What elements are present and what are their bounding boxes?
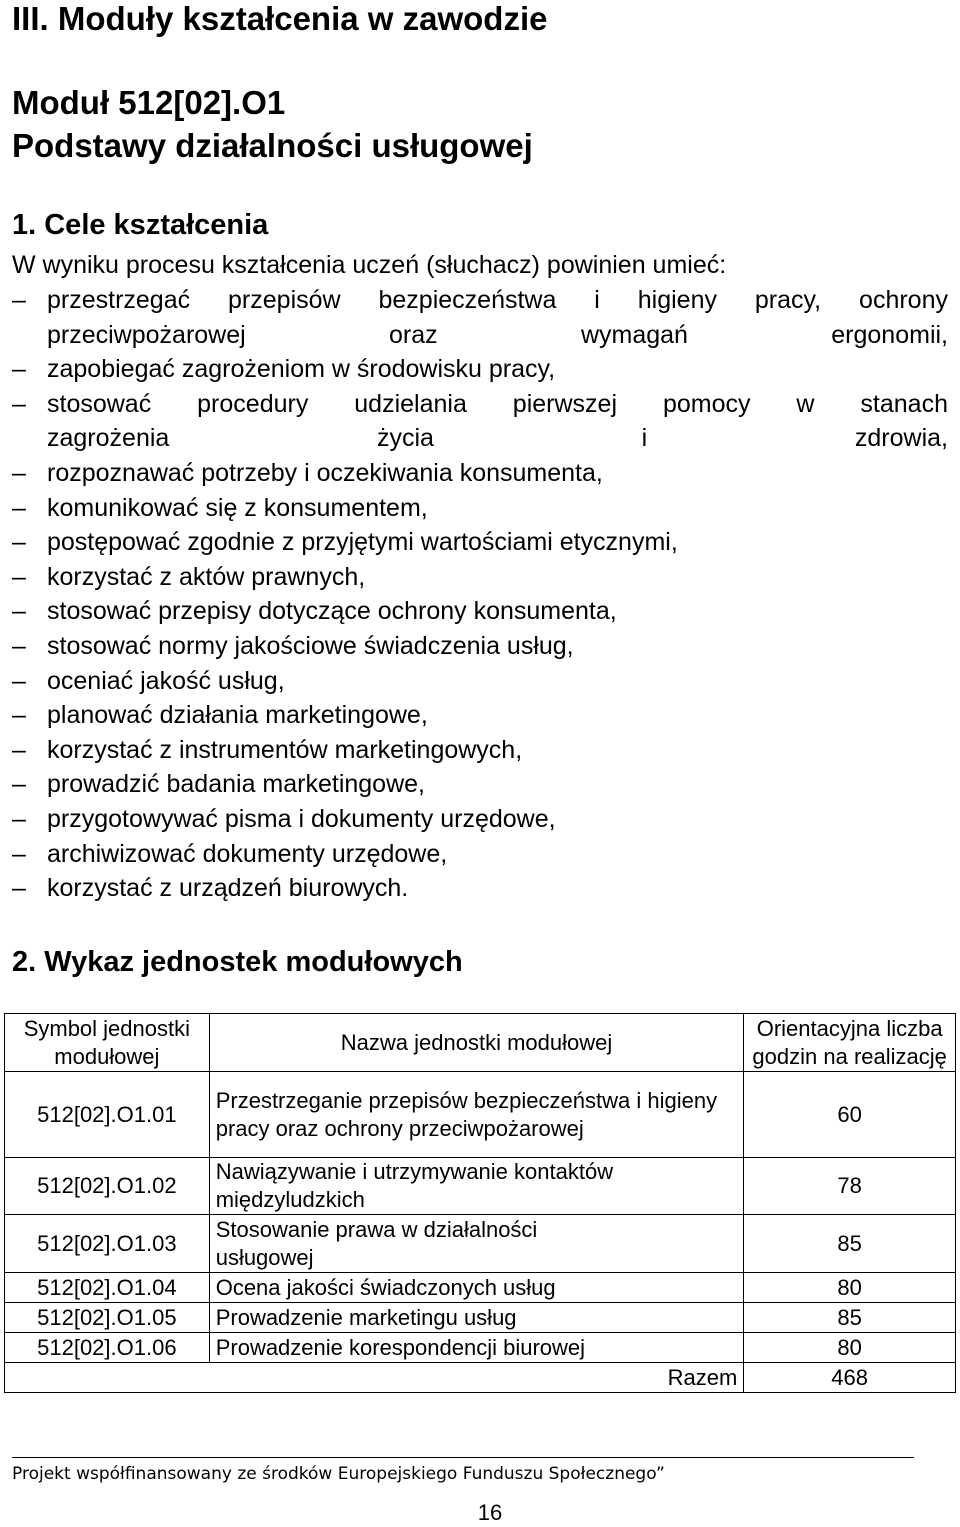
- page-number: 16: [477, 1500, 503, 1525]
- list-item: [12, 560, 948, 595]
- module-code: Moduł 512[02].O1: [12, 84, 286, 121]
- unit-hours: 80: [744, 1333, 956, 1363]
- list-item-text: komunikować się z konsumentem,: [47, 493, 428, 522]
- list-item: [12, 525, 948, 560]
- list-item-text: korzystać z instrumentów marketingowych,: [47, 735, 523, 764]
- goals-heading: 1. Cele kształcenia: [12, 209, 269, 241]
- header-hours: Orientacyjna liczba godzin na realizację: [744, 1014, 956, 1072]
- unit-hours: 85: [744, 1215, 956, 1273]
- list-item-text: korzystać z urządzeń biurowych.: [47, 874, 409, 903]
- unit-name: Nawiązywanie i utrzymywanie kontaktów międzyludzkich: [209, 1158, 744, 1215]
- list-item-continuation: zagrożenia życia i zdrowia,: [47, 424, 948, 453]
- header-symbol: Symbol jednostki modułowej: [5, 1014, 210, 1072]
- list-item: [12, 456, 948, 491]
- list-item-text: przestrzegać przepisów bezpieczeństwa i higieny pracy, ochrony: [47, 286, 948, 314]
- list-item-text: stosować przepisy dotyczące ochrony konsumenta,: [47, 597, 617, 626]
- list-item: [12, 491, 948, 526]
- unit-name: Prowadzenie marketingu usług: [209, 1303, 744, 1333]
- list-item: [12, 594, 948, 629]
- units-heading: 2. Wykaz jednostek modułowych: [12, 946, 463, 978]
- total-value: 468: [744, 1363, 956, 1393]
- list-item-text: postępować zgodnie z przyjętymi wartościami etycznymi,: [47, 528, 678, 557]
- list-item: [12, 698, 948, 733]
- list-item-text: archiwizować dokumenty urzędowe,: [47, 839, 448, 868]
- footer-divider: [12, 1457, 914, 1458]
- unit-symbol: 512[02].O1.03: [5, 1215, 210, 1273]
- table-row: [5, 1215, 956, 1273]
- goals-intro: W wyniku procesu kształcenia uczeń (słuchacz) powinien umieć:: [12, 251, 727, 279]
- table-row: [5, 1273, 956, 1303]
- list-item: [12, 767, 948, 802]
- list-item-text: rozpoznawać potrzeby i oczekiwania konsumenta,: [47, 458, 603, 487]
- list-item: [12, 664, 948, 699]
- goals-list: [12, 283, 948, 906]
- list-item-text: przygotowywać pisma i dokumenty urzędowe,: [47, 804, 556, 833]
- table-row: [5, 1333, 956, 1363]
- list-item: [12, 629, 948, 664]
- list-item-text: planować działania marketingowe,: [47, 701, 428, 730]
- list-item-text: stosować procedury udzielania pierwszej pomocy w stanach: [47, 389, 948, 418]
- list-item-text: stosować normy jakościowe świadczenia usług,: [47, 631, 574, 660]
- unit-hours: 85: [744, 1303, 956, 1333]
- list-item: [12, 352, 948, 387]
- unit-hours: 80: [744, 1273, 956, 1303]
- units-table: [4, 1013, 956, 1393]
- list-item: [12, 802, 948, 837]
- list-item-text: zapobiegać zagrożeniom w środowisku pracy,: [47, 355, 556, 384]
- table-row: [5, 1158, 956, 1215]
- unit-symbol: 512[02].O1.06: [5, 1333, 210, 1363]
- unit-name: Przestrzeganie przepisów bezpieczeństwa i higieny pracy oraz ochrony przeciwpożarowej: [209, 1072, 744, 1158]
- list-item: [12, 871, 948, 906]
- list-item: [12, 387, 948, 456]
- table-header-row: [5, 1014, 956, 1072]
- header-name: Nazwa jednostki modułowej: [209, 1014, 744, 1072]
- list-item: [12, 837, 948, 872]
- unit-name: Prowadzenie korespondencji biurowej: [209, 1333, 744, 1363]
- unit-symbol: 512[02].O1.04: [5, 1273, 210, 1303]
- table-row: [5, 1072, 956, 1158]
- table-row: [5, 1303, 956, 1333]
- list-item-text: oceniać jakość usług,: [47, 666, 285, 695]
- footer-text: Projekt współfinansowany ze środków Europejskiego Funduszu Społecznego”: [12, 1464, 665, 1484]
- list-item-text: korzystać z aktów prawnych,: [47, 562, 366, 591]
- total-label: Razem: [5, 1363, 744, 1393]
- unit-name: Ocena jakości świadczonych usług: [209, 1273, 744, 1303]
- section-title: III. Moduły kształcenia w zawodzie: [12, 0, 548, 37]
- list-item: [12, 733, 948, 768]
- table-total-row: [5, 1363, 956, 1393]
- module-name: Podstawy działalności usługowej: [12, 127, 533, 164]
- list-item-continuation: przeciwpożarowej oraz wymagań ergonomii,: [47, 320, 948, 349]
- unit-symbol: 512[02].O1.01: [5, 1072, 210, 1158]
- unit-symbol: 512[02].O1.05: [5, 1303, 210, 1333]
- unit-hours: 78: [744, 1158, 956, 1215]
- unit-symbol: 512[02].O1.02: [5, 1158, 210, 1215]
- list-item-text: prowadzić badania marketingowe,: [47, 770, 425, 799]
- unit-hours: 60: [744, 1072, 956, 1158]
- unit-name: Stosowanie prawa w działalności usługowej: [209, 1215, 744, 1273]
- list-item: [12, 283, 948, 352]
